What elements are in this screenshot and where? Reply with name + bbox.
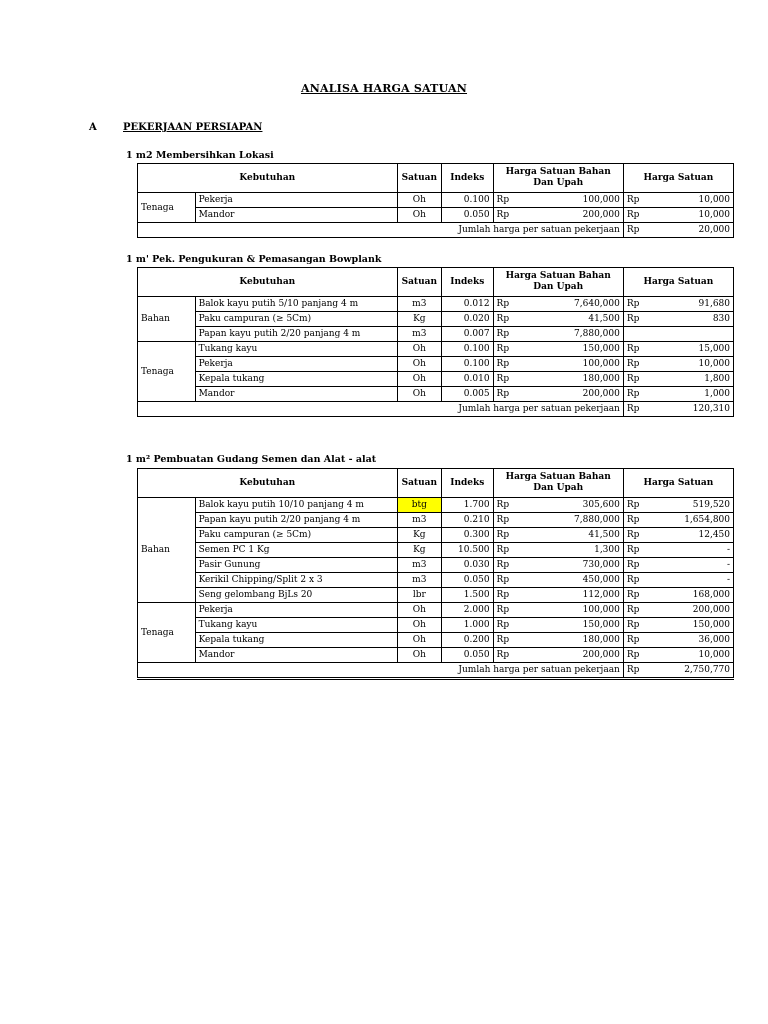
currency-label: Rp	[493, 327, 515, 342]
currency-label: Rp	[493, 357, 515, 372]
row-description: Pekerja	[195, 357, 397, 372]
currency-label: Rp	[623, 223, 645, 238]
row-indeks: 0.050	[442, 208, 494, 223]
total-spacer	[138, 663, 442, 679]
currency-label: Rp	[623, 372, 645, 387]
row-indeks: 0.005	[442, 387, 494, 402]
total-row	[138, 402, 734, 417]
row-harga-satuan: 36,000	[646, 633, 734, 648]
row-indeks: 0.012	[442, 297, 494, 312]
currency-label: Rp	[623, 528, 645, 543]
currency-label: Rp	[623, 558, 645, 573]
row-indeks: 0.010	[442, 372, 494, 387]
row-satuan: m3	[397, 573, 441, 588]
row-harga-bahan-upah: 100,000	[515, 193, 623, 208]
row-harga-satuan: 10,000	[646, 208, 734, 223]
row-harga-satuan: 519,520	[646, 498, 734, 513]
item-title: 1 m² Pembuatan Gudang Semen dan Alat - alat	[126, 454, 377, 465]
currency-label: Rp	[623, 618, 645, 633]
row-harga-satuan: 10,000	[646, 357, 734, 372]
table-row	[138, 573, 734, 588]
currency-label: Rp	[493, 588, 515, 603]
table-row	[138, 558, 734, 573]
row-indeks: 2.000	[442, 603, 494, 618]
row-harga-bahan-upah: 200,000	[515, 387, 623, 402]
row-indeks: 0.100	[442, 342, 494, 357]
row-indeks: 1.000	[442, 618, 494, 633]
group-label: Tenaga	[138, 193, 196, 223]
table-row	[138, 633, 734, 648]
currency-label: Rp	[493, 387, 515, 402]
row-indeks: 0.210	[442, 513, 494, 528]
row-satuan: Kg	[397, 528, 441, 543]
currency-label: Rp	[493, 193, 515, 208]
group-label: Bahan	[138, 297, 196, 342]
row-description: Tukang kayu	[195, 618, 397, 633]
row-satuan: Oh	[397, 193, 441, 208]
row-description: Kepala tukang	[195, 372, 397, 387]
row-description: Balok kayu putih 5/10 panjang 4 m	[195, 297, 397, 312]
row-satuan: Oh	[397, 208, 441, 223]
row-indeks: 0.100	[442, 193, 494, 208]
row-description: Balok kayu putih 10/10 panjang 4 m	[195, 498, 397, 513]
header-harga-satuan: Harga Satuan	[623, 164, 733, 193]
row-description: Tukang kayu	[195, 342, 397, 357]
row-harga-bahan-upah: 180,000	[515, 372, 623, 387]
total-value: 2,750,770	[646, 663, 734, 679]
table-row	[138, 327, 734, 342]
row-harga-satuan: 12,450	[646, 528, 734, 543]
row-harga-satuan-empty	[623, 327, 733, 342]
header-kebutuhan: Kebutuhan	[138, 469, 398, 498]
row-indeks: 1.700	[442, 498, 494, 513]
table-row	[138, 312, 734, 327]
total-row	[138, 223, 734, 238]
row-description: Kepala tukang	[195, 633, 397, 648]
table-row	[138, 372, 734, 387]
table-header-row	[138, 469, 734, 498]
currency-label: Rp	[623, 357, 645, 372]
currency-label: Rp	[493, 297, 515, 312]
row-harga-satuan: -	[646, 543, 734, 558]
currency-label: Rp	[493, 372, 515, 387]
group-label: Tenaga	[138, 342, 196, 402]
row-description: Mandor	[195, 648, 397, 663]
currency-label: Rp	[493, 513, 515, 528]
table-header-row	[138, 268, 734, 297]
row-harga-bahan-upah: 200,000	[515, 648, 623, 663]
row-indeks: 0.020	[442, 312, 494, 327]
header-indeks: Indeks	[442, 268, 494, 297]
header-harga-bahan-upah: Harga Satuan Bahan Dan Upah	[493, 268, 623, 297]
total-row	[138, 663, 734, 679]
row-satuan: m3	[397, 513, 441, 528]
row-satuan: Kg	[397, 312, 441, 327]
row-harga-bahan-upah: 305,600	[515, 498, 623, 513]
row-harga-bahan-upah: 41,500	[515, 528, 623, 543]
row-satuan: m3	[397, 558, 441, 573]
currency-label: Rp	[493, 618, 515, 633]
table-row	[138, 603, 734, 618]
row-satuan: Kg	[397, 543, 441, 558]
header-satuan: Satuan	[397, 164, 441, 193]
currency-label: Rp	[493, 648, 515, 663]
page-title: ANALISA HARGA SATUAN	[300, 82, 468, 95]
row-harga-bahan-upah: 7,880,000	[515, 513, 623, 528]
table-row	[138, 342, 734, 357]
row-satuan: Oh	[397, 342, 441, 357]
header-harga-satuan: Harga Satuan	[623, 469, 733, 498]
table-row	[138, 498, 734, 513]
row-satuan: m3	[397, 327, 441, 342]
row-harga-bahan-upah: 112,000	[515, 588, 623, 603]
currency-label: Rp	[623, 663, 645, 679]
analysis-table	[137, 468, 734, 680]
group-label: Tenaga	[138, 603, 196, 663]
row-satuan: Oh	[397, 648, 441, 663]
table-row	[138, 648, 734, 663]
row-harga-satuan: 10,000	[646, 193, 734, 208]
table-row	[138, 513, 734, 528]
row-satuan: Oh	[397, 357, 441, 372]
currency-label: Rp	[493, 342, 515, 357]
row-description: Paku campuran (≥ 5Cm)	[195, 528, 397, 543]
row-description: Papan kayu putih 2/20 panjang 4 m	[195, 327, 397, 342]
currency-label: Rp	[493, 633, 515, 648]
row-indeks: 0.300	[442, 528, 494, 543]
analysis-table	[137, 163, 734, 238]
currency-label: Rp	[623, 603, 645, 618]
row-harga-bahan-upah: 150,000	[515, 618, 623, 633]
row-description: Mandor	[195, 208, 397, 223]
currency-label: Rp	[493, 312, 515, 327]
table-row	[138, 543, 734, 558]
row-satuan: Oh	[397, 387, 441, 402]
row-description: Kerikil Chipping/Split 2 x 3	[195, 573, 397, 588]
currency-label: Rp	[623, 588, 645, 603]
row-indeks: 0.050	[442, 648, 494, 663]
table-row	[138, 618, 734, 633]
row-satuan: Oh	[397, 633, 441, 648]
total-label: Jumlah harga per satuan pekerjaan	[442, 223, 624, 238]
header-satuan: Satuan	[397, 268, 441, 297]
total-label: Jumlah harga per satuan pekerjaan	[442, 402, 624, 417]
header-indeks: Indeks	[442, 164, 494, 193]
total-value: 120,310	[646, 402, 734, 417]
row-harga-bahan-upah: 150,000	[515, 342, 623, 357]
row-harga-bahan-upah: 100,000	[515, 357, 623, 372]
row-harga-satuan: -	[646, 573, 734, 588]
currency-label: Rp	[493, 573, 515, 588]
item-title: 1 m' Pek. Pengukuran & Pemasangan Bowplank	[126, 254, 382, 265]
table-header-row	[138, 164, 734, 193]
currency-label: Rp	[623, 342, 645, 357]
table-row	[138, 297, 734, 312]
item-title: 1 m2 Membersihkan Lokasi	[126, 150, 274, 161]
currency-label: Rp	[623, 648, 645, 663]
total-spacer	[138, 402, 442, 417]
currency-label: Rp	[623, 498, 645, 513]
row-harga-satuan: 10,000	[646, 648, 734, 663]
row-harga-bahan-upah: 7,880,000	[515, 327, 623, 342]
row-satuan: Oh	[397, 372, 441, 387]
header-satuan: Satuan	[397, 469, 441, 498]
header-harga-bahan-upah: Harga Satuan Bahan Dan Upah	[493, 164, 623, 193]
table-row	[138, 588, 734, 603]
row-description: Semen PC 1 Kg	[195, 543, 397, 558]
table-row	[138, 208, 734, 223]
row-description: Mandor	[195, 387, 397, 402]
row-description: Seng gelombang BjLs 20	[195, 588, 397, 603]
row-indeks: 0.200	[442, 633, 494, 648]
table-row	[138, 528, 734, 543]
row-harga-satuan: 200,000	[646, 603, 734, 618]
row-satuan: btg	[397, 498, 441, 513]
header-kebutuhan: Kebutuhan	[138, 164, 398, 193]
table-row	[138, 387, 734, 402]
row-harga-bahan-upah: 200,000	[515, 208, 623, 223]
row-satuan: Oh	[397, 603, 441, 618]
row-harga-satuan: -	[646, 558, 734, 573]
row-satuan: lbr	[397, 588, 441, 603]
header-harga-satuan: Harga Satuan	[623, 268, 733, 297]
section-letter: A	[89, 122, 97, 133]
analysis-table	[137, 267, 734, 417]
row-satuan: m3	[397, 297, 441, 312]
row-description: Pasir Gunung	[195, 558, 397, 573]
row-harga-bahan-upah: 1,300	[515, 543, 623, 558]
row-indeks: 0.007	[442, 327, 494, 342]
currency-label: Rp	[493, 543, 515, 558]
section-name: PEKERJAAN PERSIAPAN	[123, 122, 263, 133]
currency-label: Rp	[493, 208, 515, 223]
currency-label: Rp	[623, 208, 645, 223]
row-harga-satuan: 150,000	[646, 618, 734, 633]
currency-label: Rp	[493, 528, 515, 543]
currency-label: Rp	[623, 312, 645, 327]
row-harga-bahan-upah: 730,000	[515, 558, 623, 573]
currency-label: Rp	[493, 558, 515, 573]
row-harga-satuan: 1,000	[646, 387, 734, 402]
row-indeks: 0.050	[442, 573, 494, 588]
currency-label: Rp	[623, 297, 645, 312]
currency-label: Rp	[623, 387, 645, 402]
row-harga-satuan: 1,800	[646, 372, 734, 387]
header-harga-bahan-upah: Harga Satuan Bahan Dan Upah	[493, 469, 623, 498]
group-label: Bahan	[138, 498, 196, 603]
row-harga-satuan: 91,680	[646, 297, 734, 312]
row-description: Papan kayu putih 2/20 panjang 4 m	[195, 513, 397, 528]
currency-label: Rp	[493, 498, 515, 513]
currency-label: Rp	[623, 513, 645, 528]
row-description: Pekerja	[195, 603, 397, 618]
currency-label: Rp	[623, 193, 645, 208]
row-description: Paku campuran (≥ 5Cm)	[195, 312, 397, 327]
row-indeks: 1.500	[442, 588, 494, 603]
row-indeks: 0.100	[442, 357, 494, 372]
row-harga-bahan-upah: 41,500	[515, 312, 623, 327]
total-spacer	[138, 223, 442, 238]
row-harga-bahan-upah: 180,000	[515, 633, 623, 648]
table-row	[138, 193, 734, 208]
currency-label: Rp	[493, 603, 515, 618]
currency-label: Rp	[623, 573, 645, 588]
table-row	[138, 357, 734, 372]
total-label: Jumlah harga per satuan pekerjaan	[442, 663, 624, 679]
currency-label: Rp	[623, 402, 645, 417]
row-satuan: Oh	[397, 618, 441, 633]
row-indeks: 10.500	[442, 543, 494, 558]
header-kebutuhan: Kebutuhan	[138, 268, 398, 297]
row-description: Pekerja	[195, 193, 397, 208]
currency-label: Rp	[623, 543, 645, 558]
header-indeks: Indeks	[442, 469, 494, 498]
row-harga-bahan-upah: 7,640,000	[515, 297, 623, 312]
total-value: 20,000	[646, 223, 734, 238]
row-harga-satuan: 830	[646, 312, 734, 327]
row-harga-satuan: 15,000	[646, 342, 734, 357]
row-harga-satuan: 168,000	[646, 588, 734, 603]
row-indeks: 0.030	[442, 558, 494, 573]
currency-label: Rp	[623, 633, 645, 648]
row-harga-bahan-upah: 450,000	[515, 573, 623, 588]
row-harga-satuan: 1,654,800	[646, 513, 734, 528]
row-harga-bahan-upah: 100,000	[515, 603, 623, 618]
